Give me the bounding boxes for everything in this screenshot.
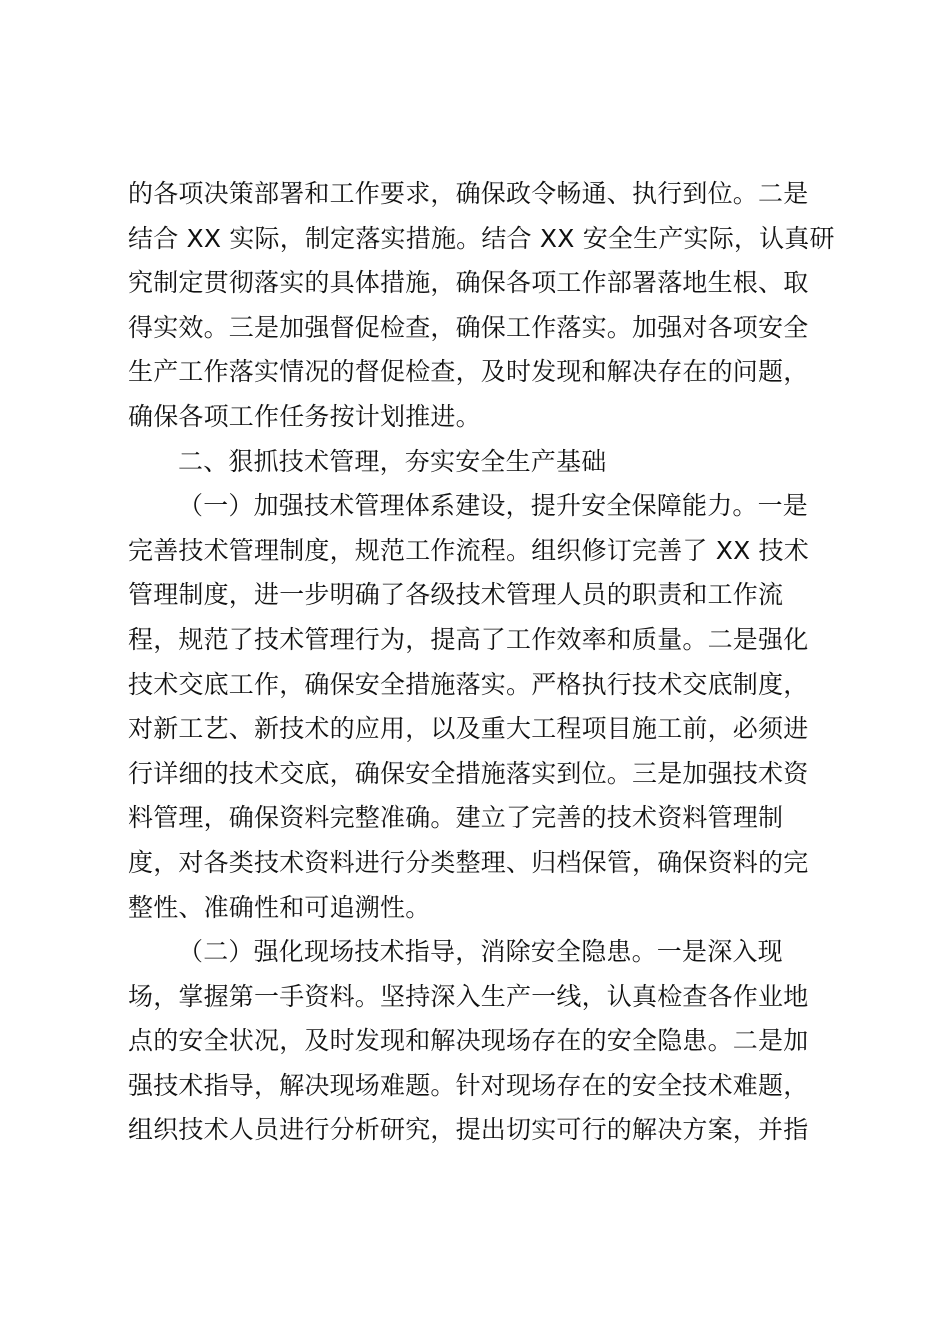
- section-heading: 二、狠抓技术管理，夯实安全生产基础: [178, 446, 607, 476]
- paragraph-line: 技术交底工作，确保安全措施落实。严格执行技术交底制度，: [128, 669, 809, 699]
- paragraph-line: 组织技术人员进行分析研究，提出切实可行的解决方案，并指: [128, 1115, 809, 1145]
- paragraph-line: 点的安全状况，及时发现和解决现场存在的安全隐患。二是加: [128, 1026, 809, 1056]
- paragraph-line: 料管理，确保资料完整准确。建立了完善的技术资料管理制: [128, 803, 784, 833]
- paragraph-line: 程，规范了技术管理行为，提高了工作效率和质量。二是强化: [128, 624, 809, 654]
- paragraph-line: 度，对各类技术资料进行分类整理、归档保管，确保资料的完: [128, 847, 809, 877]
- paragraph-line: 行详细的技术交底，确保安全措施落实到位。三是加强技术资: [128, 758, 809, 788]
- paragraph-line: 管理制度，进一步明确了各级技术管理人员的职责和工作流: [128, 580, 784, 610]
- paragraph-line: 对新工艺、新技术的应用，以及重大工程项目施工前，必须进: [128, 714, 809, 744]
- paragraph-line: 整性、准确性和可追溯性。: [128, 892, 431, 922]
- document-body: [128, 172, 835, 1153]
- paragraph-line: 生产工作落实情况的督促检查，及时发现和解决存在的问题，: [128, 357, 809, 387]
- subsection-first-line: （二）强化现场技术指导，消除安全隐患。一是深入现: [178, 937, 783, 967]
- paragraph-line: 得实效。三是加强督促检查，确保工作落实。加强对各项安全: [128, 312, 809, 342]
- paragraph-line: 完善技术管理制度，规范工作流程。组织修订完善了 XX 技术: [128, 535, 809, 565]
- paragraph-line: 结合 XX 实际，制定落实措施。结合 XX 安全生产实际，认真研: [128, 223, 835, 253]
- paragraph-line: 强技术指导，解决现场难题。针对现场存在的安全技术难题，: [128, 1070, 809, 1100]
- paragraph-line: 确保各项工作任务按计划推进。: [128, 401, 481, 431]
- paragraph-line: 场，掌握第一手资料。坚持深入生产一线，认真检查各作业地: [128, 981, 809, 1011]
- paragraph-line: 的各项决策部署和工作要求，确保政令畅通、执行到位。二是: [128, 179, 809, 208]
- paragraph-line: 究制定贯彻落实的具体措施，确保各项工作部署落地生根、取: [128, 268, 809, 298]
- subsection-first-line: （一）加强技术管理体系建设，提升安全保障能力。一是: [178, 491, 809, 521]
